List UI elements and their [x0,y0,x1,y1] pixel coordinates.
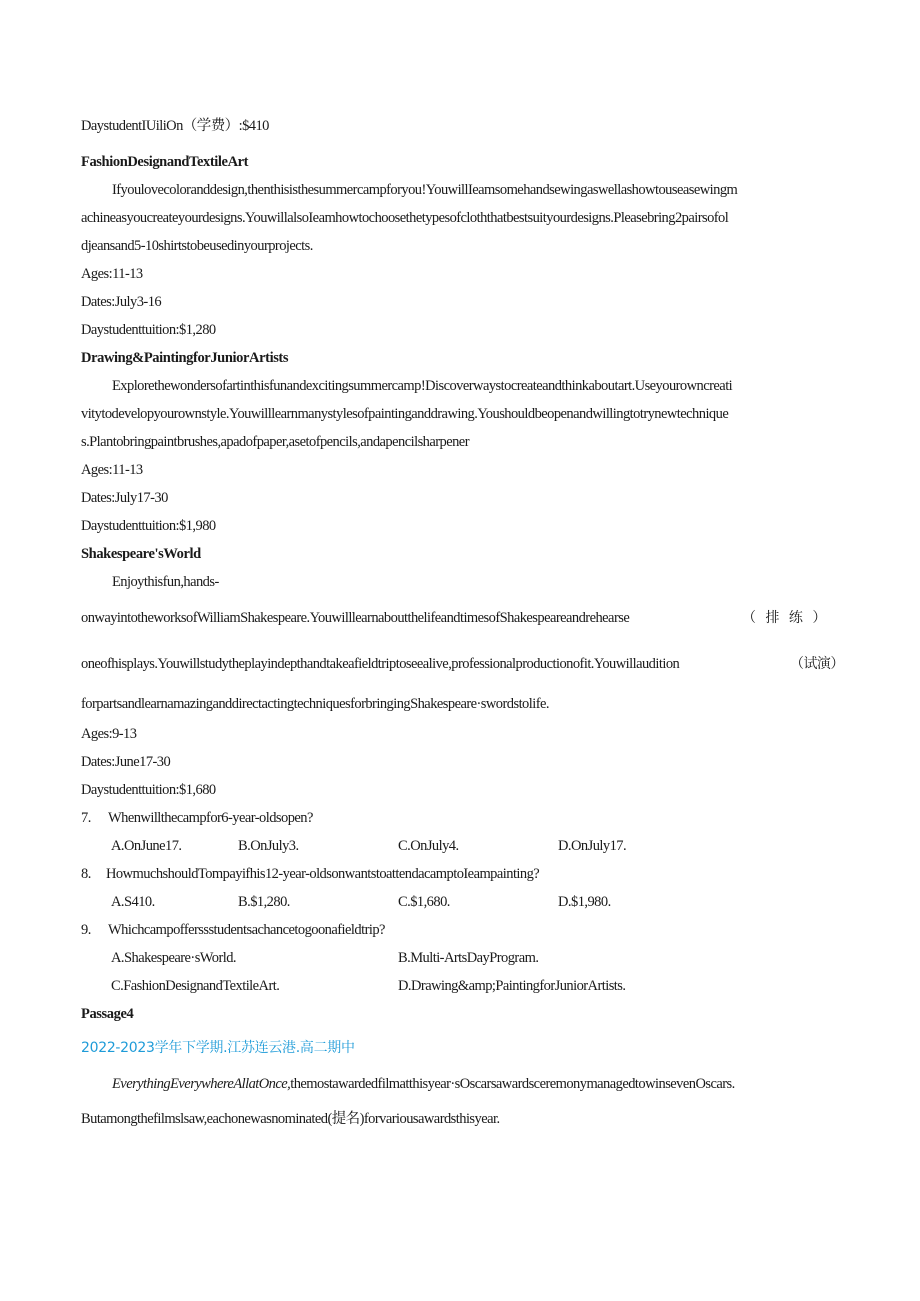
option-c: C.FashionDesignandTextileArt. [111,978,280,994]
camp-desc-line: Enjoythisfun,hands- [112,574,219,590]
option-b: B.OnJuly3. [238,838,299,854]
question-number: 8. [81,866,91,882]
camp-desc-line: forpartsandlearnamazinganddirectactingtechniquesforbringingShakespeare·swordstolife. [81,696,549,712]
camp-desc-line: oneofhisplays.Youwillstudytheplayindepthandtakeafieldtriptoseealive,professionalproductionofit.Youwillaudition [81,656,680,672]
question-text: Whichcampofferssstudentsachancetogoonafieldtrip? [108,922,385,938]
option-d: D.OnJuly17. [558,838,627,854]
camp-tuition: Daystudenttuition:$1,680 [81,782,216,798]
question-text: Whenwillthecampfor6-year-oldsopen? [108,810,313,826]
camp-tuition: Daystudenttuition:$1,980 [81,518,216,534]
option-c: C.$1,680. [398,894,450,910]
passage-line [112,1075,852,1093]
camp-desc-line: vitytodevelopyourownstyle.Youwilllearnmanystylesofpaintinganddrawing.Youshouldbeopenandwillingtotrynewtechnique [81,406,729,422]
option-d: D.$1,980. [558,894,611,910]
camp-desc-line: Explorethewondersofartinthisfunandexcitingsummercamp!Discoverwaystocreateandthinkaboutart.Useyourowncreati [112,378,733,394]
passage-line: Butamongthefilmslsaw,eachonewasnominated(提名)forvariousawardsthisyear. [81,1111,500,1127]
audition-gloss: （试演） [790,656,844,672]
camp-desc-line: achineasyoucreateyourdesigns.YouwillalsoIeamhowtochoosethetypesofcloththatbestsuityourdesigns.Pleasebring2pairsofol [81,210,729,226]
camp-desc-line: djeansand5-10shirtstobeusedinyourprojects. [81,238,313,254]
option-b: B.$1,280. [238,894,290,910]
camp-desc-line: onwayintotheworksofWilliamShakespeare.YouwilllearnaboutthelifeandtimesofShakespeareandrehearse [81,610,630,626]
rehearse-gloss: （ 排 练 ） [742,610,830,626]
camp-dates: Dates:July17-30 [81,490,168,506]
passage-source: 2022-2023学年下学期.江苏连云港.高二期中 [81,1040,355,1056]
question-text: HowmuchshouldTompayifhis12-year-oldsonwantstoattendacamptoIeampainting? [106,866,540,882]
camp-tuition: Daystudenttuition:$1,280 [81,322,216,338]
passage-line-rest: themostawardedfilmatthisyear·sOscarsawardsceremonymanagedtowinsevenOscars. [290,1076,735,1092]
camp-dates: Dates:June17-30 [81,754,171,770]
option-a: A.OnJune17. [111,838,182,854]
option-c: C.OnJuly4. [398,838,459,854]
question-number: 9. [81,922,91,938]
question-number: 7. [81,810,91,826]
camp-ages: Ages:11-13 [81,462,143,478]
camp-title-fashion: FashionDesignandTextileArt [81,154,249,170]
day-tuition-line: DaystudentIUiliOn（学费）:$410 [81,118,269,134]
camp-ages: Ages:11-13 [81,266,143,282]
camp-title-drawing: Drawing&PaintingforJuniorArtists [81,350,289,366]
passage-heading: Passage4 [81,1006,134,1022]
camp-title-shakespeare: Shakespeare'sWorld [81,546,201,562]
camp-desc-line: Ifyoulovecoloranddesign,thenthisisthesummercampforyou!YouwillIeamsomehandsewingaswellashowtouseasewingm [112,182,738,198]
camp-ages: Ages:9-13 [81,726,137,742]
option-a: A.S410. [111,894,155,910]
camp-desc-line: s.Plantobringpaintbrushes,apadofpaper,asetofpencils,andapencilsharpener [81,434,469,450]
film-title: EverythingEverywhereAllatOnce, [112,1076,291,1092]
option-d: D.Drawing&amp;PaintingforJuniorArtists. [398,978,626,994]
option-b: B.Multi-ArtsDayProgram. [398,950,539,966]
camp-dates: Dates:July3-16 [81,294,162,310]
option-a: A.Shakespeare·sWorld. [111,950,236,966]
